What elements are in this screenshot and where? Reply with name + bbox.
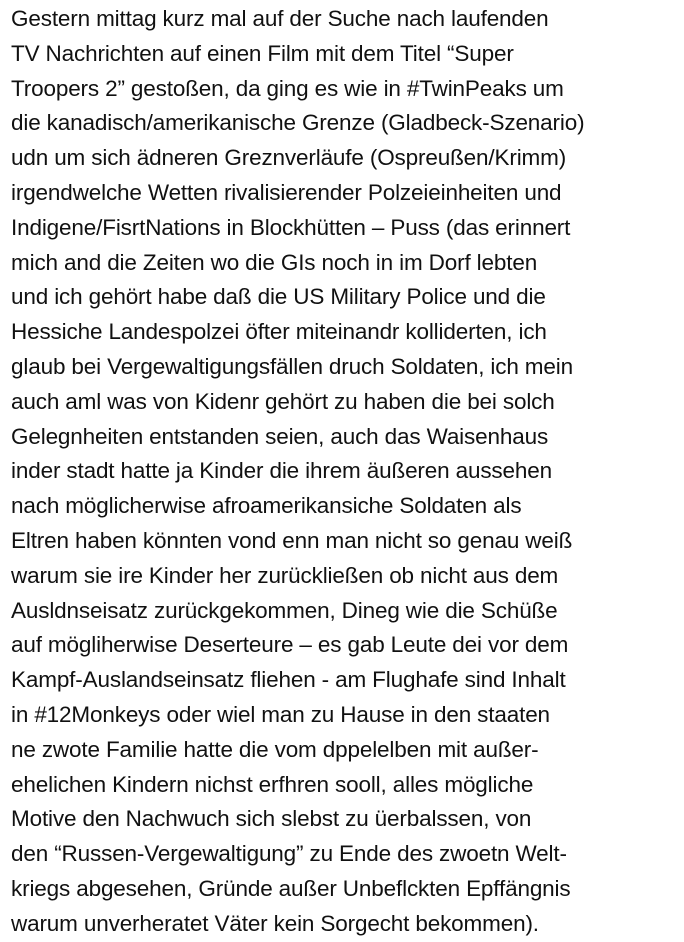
text-line: Gestern mittag kurz mal auf der Suche nach laufenden [11,6,549,31]
text-line: auf mögliherwise Deserteure – es gab Leute dei vor dem [11,632,569,658]
text-line: Motive den Nachwuch sich slebst zu üerbalssen, von [11,806,532,832]
text-line: inder stadt hatte ja Kinder die ihrem äußeren aussehen [11,458,552,484]
text-line: Troopers 2” gestoßen, da ging es wie in #TwinPeaks um [11,75,564,101]
text-line: warum unverheratet Väter kein Sorgecht bekommen). [11,910,539,936]
text-line: Eltren haben könnten vond enn man nicht so genau weiß [11,527,573,553]
text-line: Indigene/FisrtNations in Blockhütten – Puss (das erinnert [11,214,571,240]
text-line: und ich gehört habe daß die US Military Police und die [11,284,546,310]
text-line: auch aml was von Kidenr gehört zu haben die bei solch [11,388,555,414]
text-line: Gelegnheiten entstanden seien, auch das Waisenhaus [11,423,549,449]
body-text [11,2,683,942]
text-line: den “Russen-Vergewaltigung” zu Ende des zwoetn Welt- [11,841,567,867]
text-line: mich and die Zeiten wo die GIs noch in im Dorf lebten [11,249,538,275]
text-line: in #12Monkeys oder wiel man zu Hause in den staaten [11,701,550,727]
text-line: Kampf-Auslandseinsatz fliehen - am Flughafe sind Inhalt [11,667,566,693]
text-line: kriegs abgesehen, Gründe außer Unbeflckten Epffängnis [11,875,571,901]
text-line: nach möglicherwise afroamerikansiche Soldaten als [11,493,522,519]
text-line: die kanadisch/amerikanische Grenze (Gladbeck-Szenario) [11,110,585,136]
text-line: Ausldnseisatz zurückgekommen, Dineg wie die Schüße [11,597,558,623]
text-line: ehelichen Kindern nichst erfhren sooll, alles mögliche [11,771,534,797]
text-line: ne zwote Familie hatte die vom dppelelben mit außer- [11,736,539,762]
text-line: TV Nachrichten auf einen Film mit dem Titel “Super [11,40,514,66]
text-line: irgendwelche Wetten rivalisierender Polzeieinheiten und [11,179,562,205]
text-line: warum sie ire Kinder her zurückließen ob nicht aus dem [11,562,559,588]
text-line: Hessiche Landespolzei öfter miteinandr kolliderten, ich [11,319,547,345]
text-line: glaub bei Vergewaltigungsfällen druch Soldaten, ich mein [11,353,573,379]
text-line: udn um sich ädneren Greznverläufe (Ospreußen/Krimm) [11,145,567,171]
